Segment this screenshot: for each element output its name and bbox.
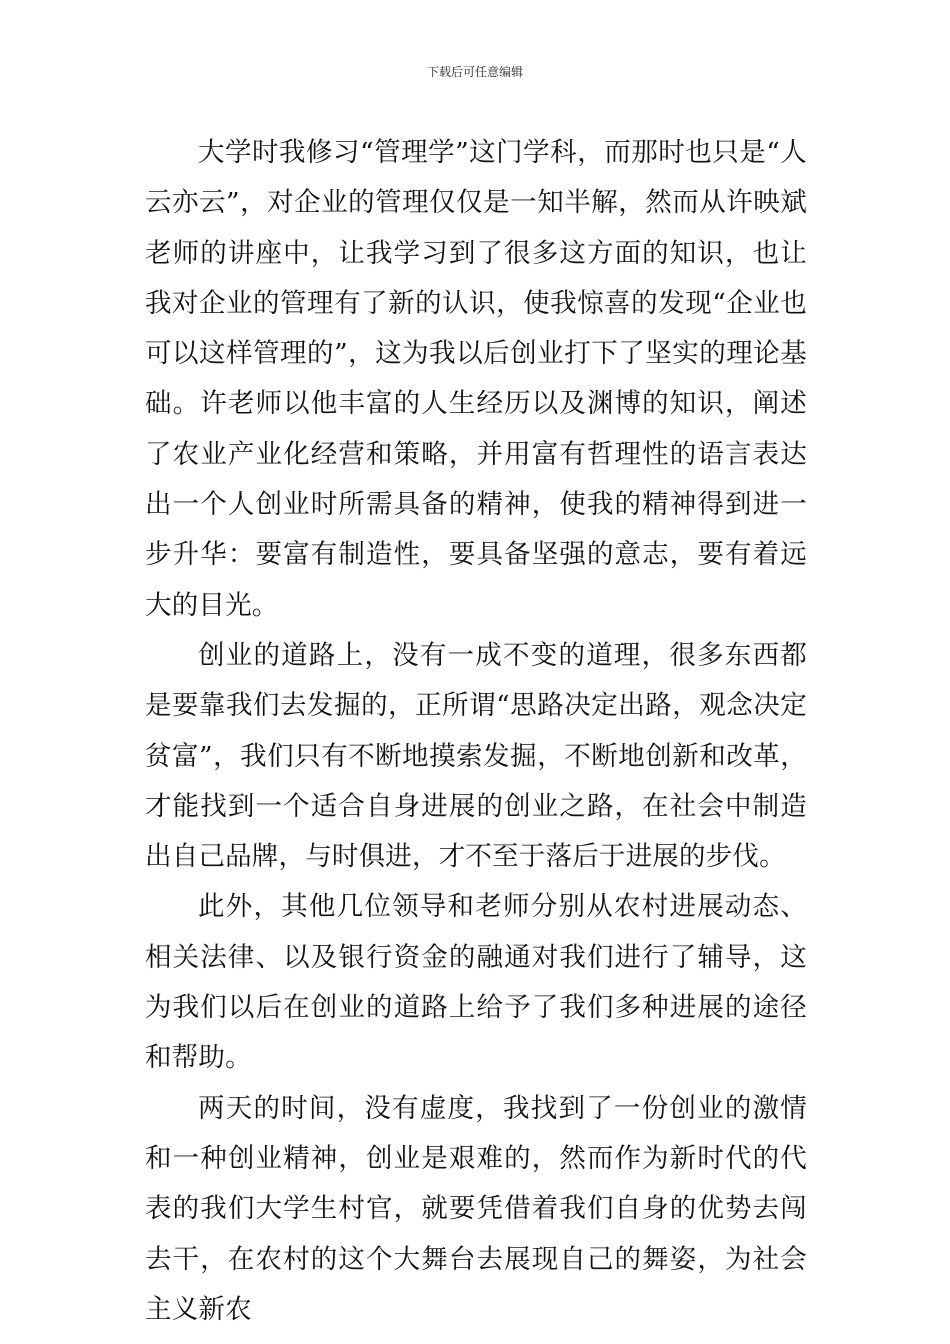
paragraph-other-leaders: 此外，其他几位领导和老师分别从农村进展动态、相关法律、以及银行资金的融通对我们进行了辅导，这为我们以后在创业的道路上给予了我们多种进展的途径和帮助。 bbox=[145, 891, 807, 1074]
paragraph-startup-road: 创业的道路上，没有一成不变的道理，很多东西都是要靠我们去发掘的，正所谓“思路决定出路，观念决定贫富”，我们只有不断地摸索发掘，不断地创新和改革，才能找到一个适合自身进展的创业之路，在社会中制造出自己品牌，与时俱进，才不至于落后于进展的步伐。 bbox=[145, 639, 807, 873]
paragraph-management-course: 大学时我修习“管理学”这门学科，而那时也只是“人云亦云”，对企业的管理仅仅是一知半解，然而从许映斌老师的讲座中，让我学习到了很多这方面的知识，也让我对企业的管理有了新的认识，使我惊喜的发现“企业也可以这样管理的”，这为我以后创业打下了坚实的理论基础。许老师以他丰富的人生经历以及渊博的知识，阐述了农业产业化经营和策略，并用富有哲理性的语言表达出一个人创业时所需具备的精神，使我的精神得到进一步升华：要富有制造性，要具备坚强的意志，要有着远大的目光。 bbox=[145, 137, 807, 621]
paragraph-two-days: 两天的时间，没有虚度，我找到了一份创业的激情和一种创业精神，创业是艰难的，然而作为新时代的代表的我们大学生村官，就要凭借着我们自身的优势去闯去干，在农村的这个大舞台去展现自己的舞姿，为社会主义新农 bbox=[145, 1092, 807, 1325]
document-body bbox=[145, 128, 807, 1335]
page-header-note: 下载后可任意编辑 bbox=[426, 65, 523, 79]
